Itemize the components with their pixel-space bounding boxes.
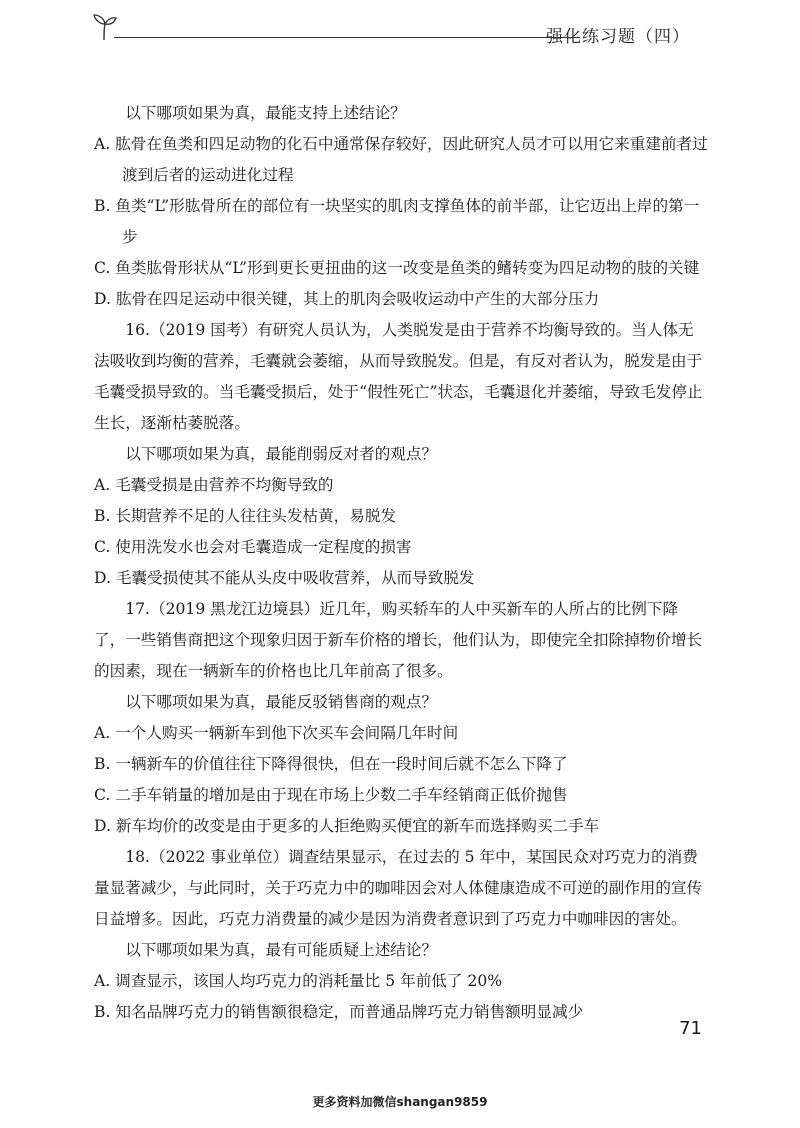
answer-option: A. 毛囊受损是由营养不均衡导致的 xyxy=(94,476,334,494)
text-paragraph: 以下哪项如果为真，最能削弱反对者的观点？ xyxy=(125,445,438,463)
footer-note: 更多资料加微信shangan9859 xyxy=(312,1095,488,1109)
text-paragraph: 17.（2019 黑龙江边境县）近几年，购买轿车的人中买新车的人所占的比例下降了，一些销售商把这个现象归因于新车价格的增长，他们认为，即使完全扣除掉物价增长的因素，现在一辆新车的价格也比几年前高了很多。 xyxy=(94,600,703,680)
page-number: 71 xyxy=(679,1018,702,1039)
answer-option: B. 鱼类“L”形肱骨所在的部位有一块坚实的肌肉支撑鱼体的前半部，让它迈出上岸的第一步 xyxy=(94,197,700,246)
text-paragraph: 以下哪项如果为真，最能支持上述结论？ xyxy=(125,104,406,122)
text-paragraph: 18.（2022 事业单位）调查结果显示，在过去的 5 年中，某国民众对巧克力的消费量显著减少，与此同时，关于巧克力中的咖啡因会对人体健康造成不可逆的副作用的宣传日益增多。因此，巧克力消费量的减少是因为消费者意识到了巧克力中咖啡因的害处。 xyxy=(94,848,703,928)
answer-option: D. 肱骨在四足运动中很关键，其上的肌肉会吸收运动中产生的大部分压力 xyxy=(94,290,600,308)
text-paragraph: 以下哪项如果为真，最有可能质疑上述结论？ xyxy=(125,941,438,959)
answer-option: A. 一个人购买一辆新车到他下次买车会间隔几年时间 xyxy=(94,724,459,742)
page-header xyxy=(92,12,712,52)
answer-option: B. 知名品牌巧克力的销售额很稳定，而普通品牌巧克力销售额明显减少 xyxy=(94,1003,584,1021)
header-rule xyxy=(114,37,580,38)
answer-option: C. 二手车销量的增加是由于现在市场上少数二手车经销商正低价抛售 xyxy=(94,786,568,804)
text-paragraph: 16.（2019 国考）有研究人员认为，人类脱发是由于营养不均衡导致的。当人体无法吸收到均衡的营养，毛囊就会萎缩，从而导致脱发。但是，有反对者认为，脱发是由于毛囊受损导致的。当毛囊受损后，处于“假性死亡”状态，毛囊退化并萎缩，导致毛发停止生长，逐渐枯萎脱落。 xyxy=(94,321,703,432)
header-title: 强化练习题（四） xyxy=(546,27,690,47)
answer-option: D. 新车均价的改变是由于更多的人拒绝购买便宜的新车而选择购买二手车 xyxy=(94,817,600,835)
answer-option: B. 一辆新车的价值往往下降得很快，但在一段时间后就不怎么下降了 xyxy=(94,755,568,773)
answer-option: D. 毛囊受损使其不能从头皮中吸收营养，从而导致脱发 xyxy=(94,569,475,587)
answer-option: B. 长期营养不足的人往往头发枯黄，易脱发 xyxy=(94,507,397,525)
answer-option: A. 肱骨在鱼类和四足动物的化石中通常保存较好，因此研究人员才可以用它来重建前者过渡到后者的运动进化过程 xyxy=(94,135,708,184)
text-paragraph: 以下哪项如果为真，最能反驳销售商的观点？ xyxy=(125,693,438,711)
answer-option: A. 调查显示，该国人均巧克力的消耗量比 5 年前低了 20% xyxy=(94,972,503,990)
page-content xyxy=(94,98,708,1028)
answer-option: C. 使用洗发水也会对毛囊造成一定程度的损害 xyxy=(94,538,412,556)
answer-option: C. 鱼类肱骨形状从“L”形到更长更扭曲的这一改变是鱼类的鳍转变为四足动物的肢的关键 xyxy=(94,259,700,277)
